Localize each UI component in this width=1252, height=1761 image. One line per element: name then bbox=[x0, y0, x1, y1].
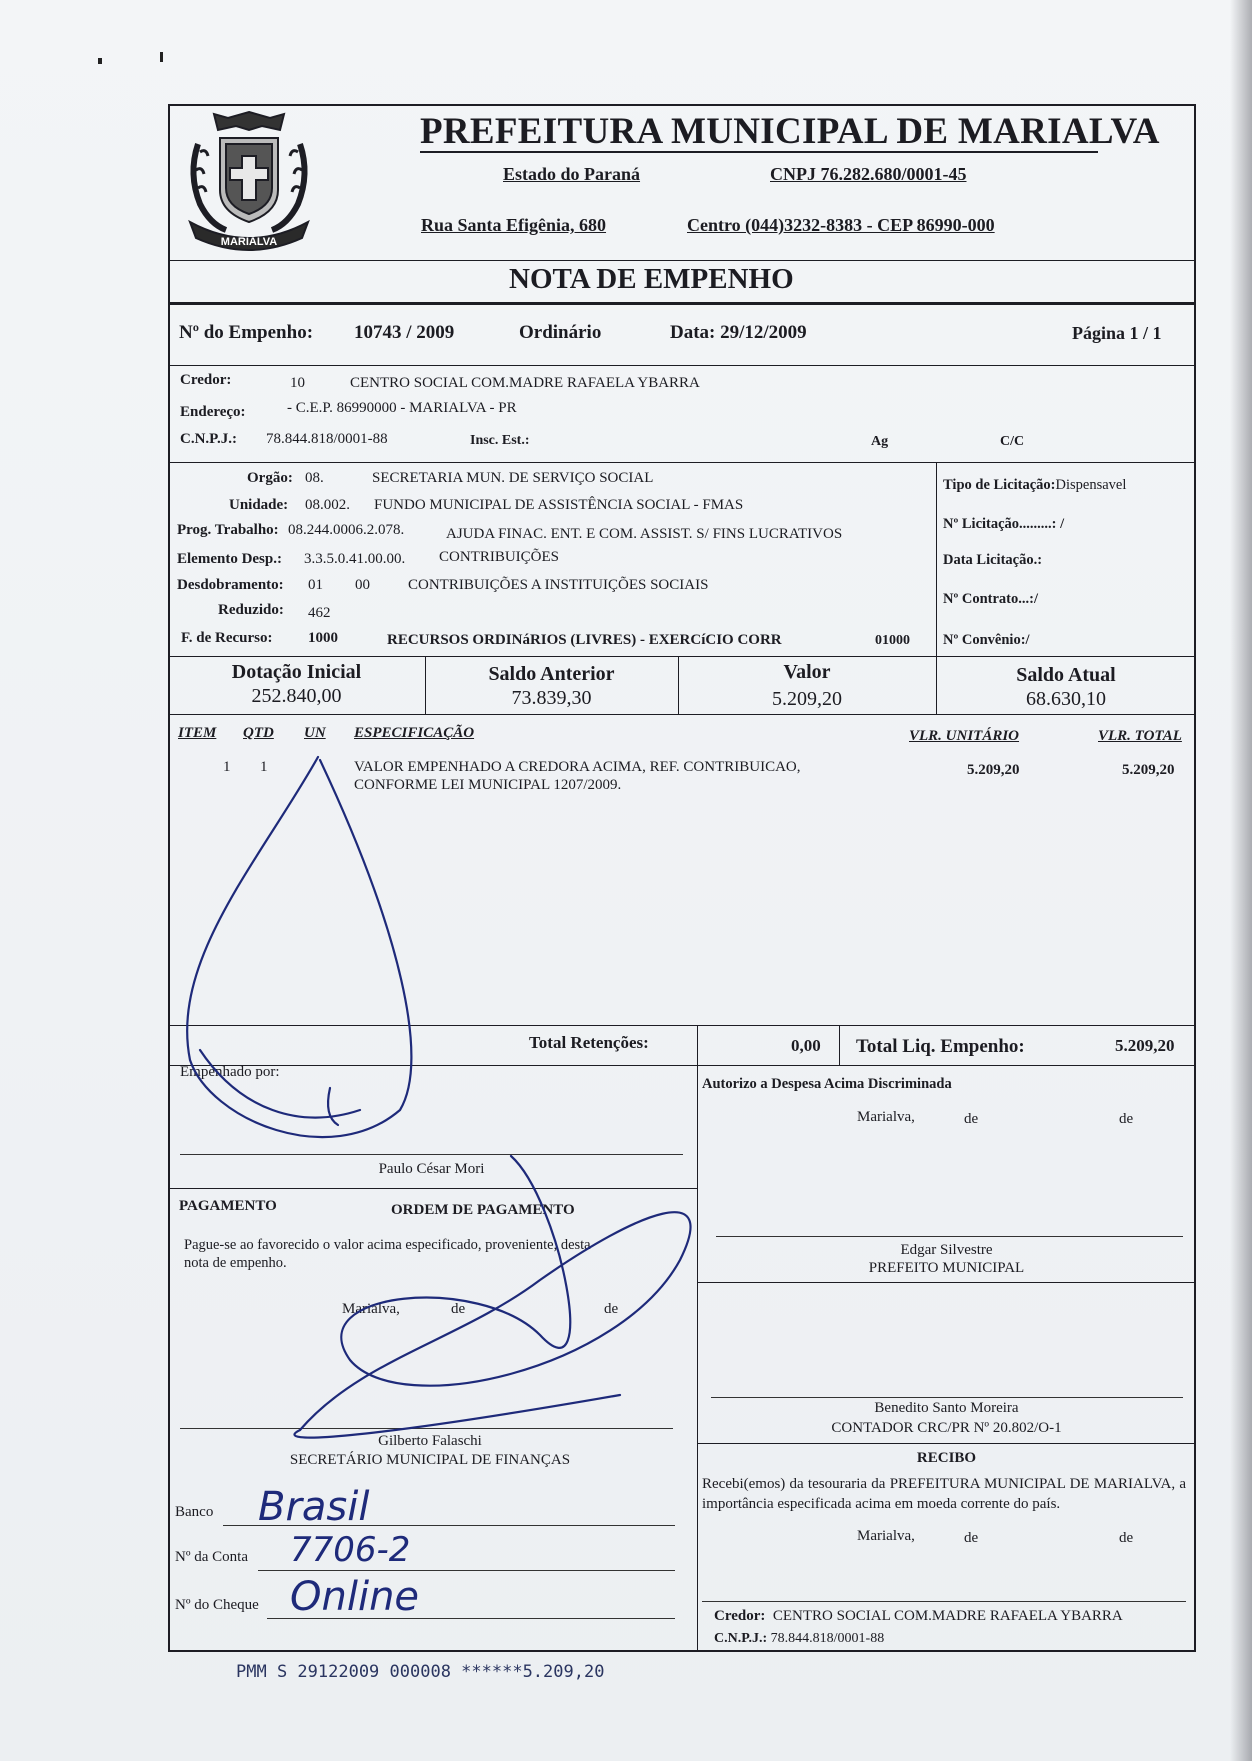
numero-contrato: Nº Contrato...:/ bbox=[943, 591, 1038, 607]
orgao-label: Orgão: bbox=[247, 470, 293, 486]
banco-label: Banco bbox=[175, 1504, 214, 1520]
desdobramento-value: CONTRIBUIÇÕES A INSTITUIÇÕES SOCIAIS bbox=[408, 577, 709, 593]
col-especificacao: ESPECIFICAÇÃO bbox=[354, 725, 475, 741]
ordem-pagamento: ORDEM DE PAGAMENTO bbox=[391, 1202, 575, 1218]
empenho-number-label: Nº do Empenho: bbox=[179, 322, 314, 343]
recurso-number: 01000 bbox=[875, 633, 910, 648]
numero-licitacao: Nº Licitação.........: / bbox=[943, 516, 1065, 532]
dotacao-label: Dotação Inicial bbox=[231, 661, 362, 683]
recurso-label: F. de Recurso: bbox=[181, 630, 273, 646]
saldo-anterior-label: Saldo Anterior bbox=[488, 663, 615, 685]
recibo-text: Recebi(emos) da tesouraria da PREFEITURA MUNICIPAL DE MARIALVA, a importância especificada acima em moeda corrente do país. bbox=[702, 1476, 1186, 1512]
item-number: 1 bbox=[223, 759, 231, 775]
pagamento-text-2: nota de empenho. bbox=[184, 1255, 287, 1271]
header-contact: Centro (044)3232-8383 - CEP 86990-000 bbox=[687, 215, 995, 235]
seal-text: MARIALVA bbox=[220, 236, 278, 248]
data-licitacao: Data Licitação.: bbox=[943, 552, 1043, 568]
ag-label: Ag bbox=[871, 434, 889, 449]
desdobramento-code: 01 bbox=[308, 577, 323, 593]
prog-trabalho-label: Prog. Trabalho: bbox=[177, 522, 279, 538]
header-address: Rua Santa Efigênia, 680 bbox=[421, 215, 607, 235]
empenho-date: Data: 29/12/2009 bbox=[670, 322, 807, 343]
tipo-licitacao-label: Tipo de Licitação: bbox=[943, 477, 1056, 493]
prog-trabalho-value: AJUDA FINAC. ENT. E COM. ASSIST. S/ FINS LUCRATIVOS bbox=[446, 526, 843, 542]
total-retencoes-value: 0,00 bbox=[791, 1036, 821, 1055]
conta-handwritten: 7706-2 bbox=[290, 1530, 411, 1570]
recibo-de-2: de bbox=[1119, 1530, 1134, 1546]
conta-label: Nº da Conta bbox=[175, 1549, 248, 1565]
pagamento-text-1: Pague-se ao favorecido o valor acima especificado, proveniente, desta bbox=[184, 1237, 591, 1253]
recibo-cnpj-value: 78.844.818/0001-88 bbox=[770, 1631, 885, 1646]
credor-code: 10 bbox=[290, 375, 305, 391]
item-desc-line2: CONFORME LEI MUNICIPAL 1207/2009. bbox=[354, 777, 622, 793]
footer-stamp: PMM S 29122009 000008 ******5.209,20 bbox=[236, 1662, 605, 1682]
cnpj-label: C.N.P.J.: bbox=[180, 431, 237, 447]
dotacao-value: 252.840,00 bbox=[251, 685, 342, 707]
elemento-label: Elemento Desp.: bbox=[177, 551, 282, 567]
reduzido-value: 462 bbox=[308, 605, 331, 621]
recibo-cnpj-label: C.N.P.J.: bbox=[714, 1631, 768, 1646]
recibo-credor-label: Credor: bbox=[714, 1608, 766, 1624]
item-total-value: 5.209,20 bbox=[1122, 762, 1175, 778]
total-liquido-label: Total Liq. Empenho: bbox=[856, 1036, 1025, 1057]
reduzido-label: Reduzido: bbox=[218, 602, 284, 618]
pagamento-de-2: de bbox=[604, 1301, 619, 1317]
prog-trabalho-code: 08.244.0006.2.078. bbox=[288, 522, 405, 538]
autorizo-marialva: Marialva, bbox=[857, 1109, 915, 1125]
credor-label: Credor: bbox=[180, 372, 232, 388]
recibo-title: RECIBO bbox=[916, 1450, 977, 1466]
col-item: ITEM bbox=[178, 725, 217, 741]
recibo-credor-value: CENTRO SOCIAL COM.MADRE RAFAELA YBARRA bbox=[772, 1608, 1123, 1624]
empenhado-name: Paulo César Mori bbox=[378, 1161, 485, 1177]
cheque-label: Nº do Cheque bbox=[175, 1597, 259, 1613]
autorizo-de-2: de bbox=[1119, 1111, 1134, 1127]
doc-title: NOTA DE EMPENHO bbox=[509, 263, 794, 295]
item-desc-line1: VALOR EMPENHADO A CREDORA ACIMA, REF. CONTRIBUICAO, bbox=[354, 759, 801, 775]
elemento-value: CONTRIBUIÇÕES bbox=[439, 549, 560, 565]
insc-label: Insc. Est.: bbox=[470, 433, 530, 448]
empenho-type: Ordinário bbox=[519, 322, 602, 343]
desdobramento-sub: 00 bbox=[355, 577, 370, 593]
valor-label: Valor bbox=[783, 661, 831, 683]
orgao-code: 08. bbox=[305, 470, 324, 486]
header-cnpj: CNPJ 76.282.680/0001-45 bbox=[770, 164, 967, 184]
state-text: Estado do Paraná bbox=[503, 164, 641, 184]
item-unit-value: 5.209,20 bbox=[967, 762, 1020, 778]
page-number: Página 1 / 1 bbox=[1072, 323, 1162, 343]
autorizo-de-1: de bbox=[964, 1111, 979, 1127]
recurso-value: RECURSOS ORDINáRIOS (LIVRES) - EXERCíCIO CORR bbox=[387, 632, 782, 648]
valor-value: 5.209,20 bbox=[772, 688, 842, 710]
empenho-number: 10743 / 2009 bbox=[354, 322, 455, 343]
unidade-code: 08.002. bbox=[305, 497, 350, 513]
col-qtd: QTD bbox=[243, 725, 274, 741]
pagamento-marialva: Marialva, bbox=[342, 1301, 400, 1317]
recurso-code: 1000 bbox=[308, 630, 338, 646]
secretario-title: SECRETÁRIO MUNICIPAL DE FINANÇAS bbox=[289, 1452, 571, 1468]
page-title: PREFEITURA MUNICIPAL DE MARIALVA bbox=[420, 111, 1160, 152]
saldo-atual-value: 68.630,10 bbox=[1026, 688, 1106, 710]
secretario-name: Gilberto Falaschi bbox=[378, 1433, 482, 1449]
cnpj-value: 78.844.818/0001-88 bbox=[266, 431, 388, 447]
empenhado-por-label: Empenhado por: bbox=[180, 1064, 280, 1080]
recibo-de-1: de bbox=[964, 1530, 979, 1546]
desdobramento-label: Desdobramento: bbox=[177, 577, 284, 593]
contador-title: CONTADOR CRC/PR Nº 20.802/O-1 bbox=[831, 1420, 1062, 1436]
col-vlr-total: VLR. TOTAL bbox=[1098, 728, 1182, 744]
elemento-code: 3.3.5.0.41.00.00. bbox=[304, 551, 406, 567]
pagamento-label: PAGAMENTO bbox=[179, 1198, 277, 1214]
prefeito-name: Edgar Silvestre bbox=[900, 1242, 993, 1258]
credor-name: CENTRO SOCIAL COM.MADRE RAFAELA YBARRA bbox=[350, 375, 700, 391]
unidade-label: Unidade: bbox=[229, 497, 289, 513]
saldo-anterior-value: 73.839,30 bbox=[511, 687, 592, 709]
orgao-value: SECRETARIA MUN. DE SERVIÇO SOCIAL bbox=[372, 470, 654, 486]
tipo-licitacao-value: Dispensavel bbox=[1055, 477, 1127, 493]
item-qtd: 1 bbox=[260, 759, 268, 775]
numero-convenio: Nº Convênio:/ bbox=[943, 632, 1030, 648]
saldo-atual-label: Saldo Atual bbox=[1016, 664, 1116, 686]
prefeito-title: PREFEITO MUNICIPAL bbox=[868, 1260, 1025, 1276]
total-retencoes-label: Total Retenções: bbox=[529, 1033, 649, 1052]
recibo-marialva: Marialva, bbox=[857, 1528, 915, 1544]
banco-handwritten: Brasil bbox=[258, 1484, 370, 1530]
cheque-handwritten: Online bbox=[290, 1574, 420, 1620]
cc-label: C/C bbox=[1000, 434, 1025, 449]
col-vlr-unitario: VLR. UNITÁRIO bbox=[909, 728, 1020, 744]
total-liquido-value: 5.209,20 bbox=[1115, 1036, 1175, 1055]
autorizo-text: Autorizo a Despesa Acima Discriminada bbox=[702, 1076, 952, 1092]
endereco-label: Endereço: bbox=[180, 404, 246, 420]
endereco-value: - C.E.P. 86990000 - MARIALVA - PR bbox=[287, 400, 517, 416]
contador-name: Benedito Santo Moreira bbox=[874, 1400, 1019, 1416]
pagamento-de-1: de bbox=[451, 1301, 466, 1317]
col-un: UN bbox=[304, 725, 326, 741]
unidade-value: FUNDO MUNICIPAL DE ASSISTÊNCIA SOCIAL - FMAS bbox=[374, 497, 744, 513]
